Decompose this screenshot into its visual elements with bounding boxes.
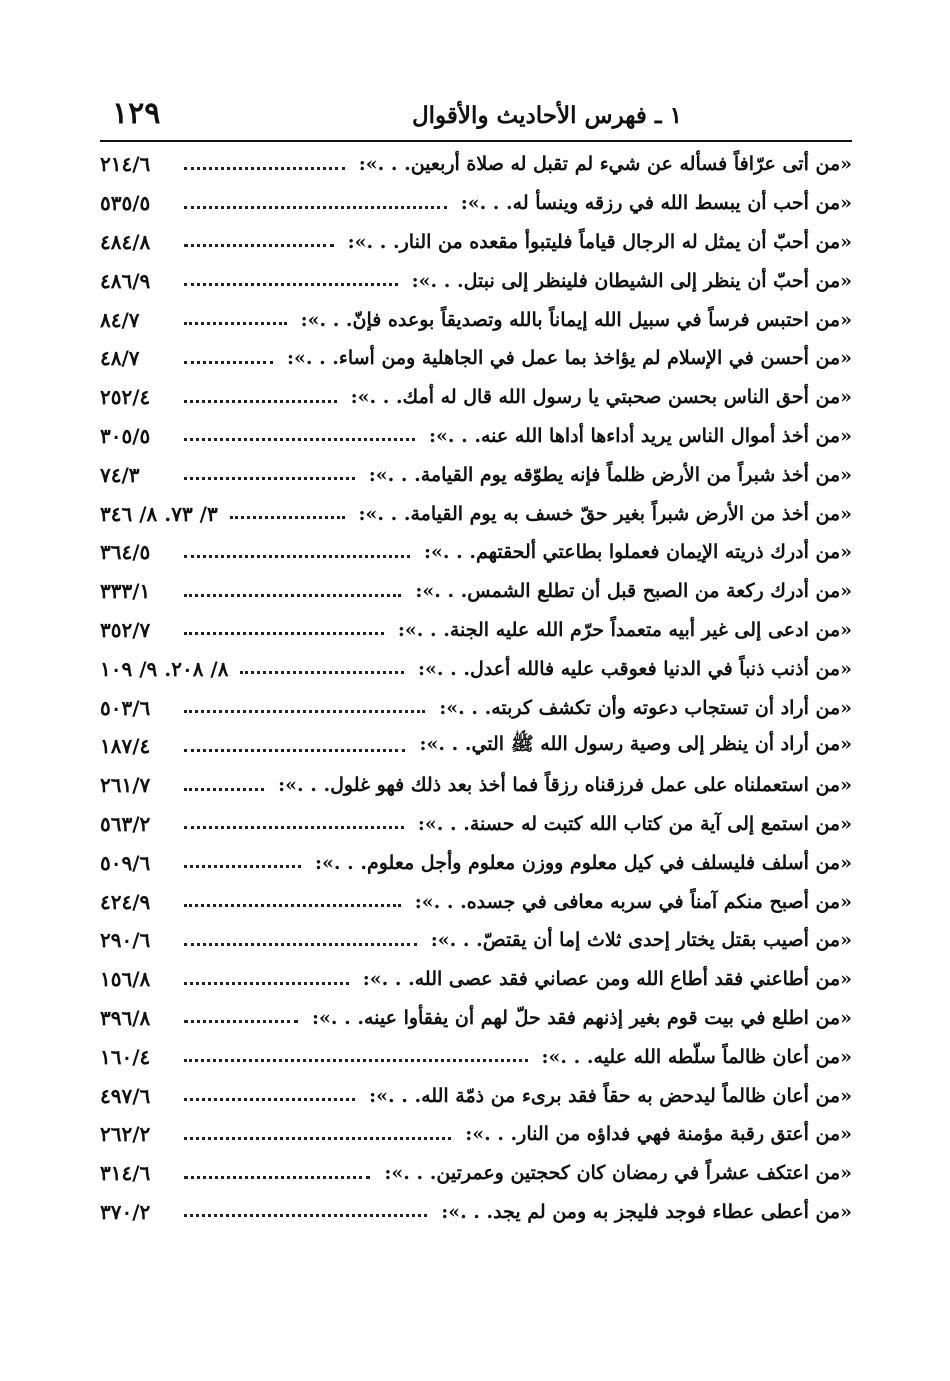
entry-text: «من أعان ظالماً سلّطه الله عليه. . .»: xyxy=(541,1045,852,1068)
index-entry xyxy=(100,921,852,960)
dot-leader xyxy=(184,632,384,635)
entry-text: «من أذنب ذنباً في الدنيا فعوقب عليه فالله أعدل. . .»: xyxy=(417,657,852,680)
index-entry xyxy=(100,843,852,882)
entry-text: «من أدرك ذريته الإيمان فعملوا بطاعتي ألحقتهم. . .»: xyxy=(424,541,852,564)
entry-text: «من أراد أن ينظر إلى وصية رسول الله ﷺ التي. . .»: xyxy=(419,733,852,756)
dot-leader xyxy=(184,283,398,286)
index-entry xyxy=(100,145,852,184)
index-entry xyxy=(100,999,852,1038)
index-entry xyxy=(100,1154,852,1193)
dot-leader xyxy=(184,1098,355,1101)
entry-reference: ٢٩٠/٦ xyxy=(100,928,151,953)
entry-reference: ٤٨٤/٨ xyxy=(100,229,151,254)
entry-text: «من أسلف فليسلف في كيل معلوم ووزن معلوم وأجل معلوم. . .»: xyxy=(315,851,852,874)
entry-reference: ٣١٤/٦ xyxy=(100,1161,151,1186)
entry-text: «من أدرك ركعة من الصبح قبل أن تطلع الشمس. . .»: xyxy=(415,580,852,603)
dot-leader xyxy=(184,749,405,752)
entry-text: «من أراد أن تستجاب دعوته وأن تكشف كربته. . .»: xyxy=(439,696,852,719)
entry-text: «من أحبّ أن ينظر إلى الشيطان فلينظر إلى نبتل. . .»: xyxy=(411,269,852,292)
entry-reference: ٢٦٢/٢ xyxy=(100,1122,151,1147)
index-entry xyxy=(100,688,852,727)
index-entry xyxy=(100,572,852,611)
dot-leader xyxy=(184,1020,298,1023)
entry-text: «من أعتق رقبة مؤمنة فهي فداؤه من النار. . .»: xyxy=(465,1123,852,1146)
index-entry xyxy=(100,261,852,300)
dot-leader xyxy=(184,943,417,946)
dot-leader xyxy=(240,671,404,674)
index-entry xyxy=(100,378,852,417)
dot-leader xyxy=(184,826,404,829)
entry-text: «من أحسن في الإسلام لم يؤاخذ بما عمل في الجاهلية ومن أساء. . .»: xyxy=(286,347,852,370)
entry-reference: ٢٥٢/٤ xyxy=(100,385,151,410)
dot-leader xyxy=(184,1137,451,1140)
entry-text: «من اطلع في بيت قوم بغير إذنهم فقد حلّ لهم أن يفقأوا عينه. . .»: xyxy=(312,1006,852,1029)
entry-reference: ٢١٤/٦ xyxy=(100,152,151,177)
dot-leader xyxy=(184,244,334,247)
running-header xyxy=(100,96,850,136)
entry-reference: ٥٠٣/٦ xyxy=(100,695,151,720)
index-entry xyxy=(100,300,852,339)
entry-reference: ٨٤/٧ xyxy=(100,307,140,332)
index-entry xyxy=(100,533,852,572)
entry-reference: ١٨٧/٤ xyxy=(100,734,151,759)
entry-reference: ٣٣٣/١ xyxy=(100,579,151,604)
entry-reference: ١٦٠/٤ xyxy=(100,1044,151,1069)
dot-leader xyxy=(184,1059,528,1062)
index-entry xyxy=(100,184,852,223)
entry-reference: ٥٦٣/٢ xyxy=(100,811,151,836)
dot-leader xyxy=(184,400,337,403)
entry-reference: ٣٥٢/٧ xyxy=(100,617,151,642)
dot-leader xyxy=(184,594,401,597)
entry-reference: ٥٠٩/٦ xyxy=(100,850,151,875)
dot-leader xyxy=(184,1214,427,1217)
entry-text: «من احتبس فرساً في سبيل الله إيماناً بالله وتصديقاً بوعده فإنّ. . .»: xyxy=(300,308,852,331)
entry-reference: ٣٦٤/٥ xyxy=(100,540,151,565)
entry-text: «من أخذ شبراً من الأرض ظلماً فإنه يطوّقه يوم القيامة. . .»: xyxy=(368,463,852,486)
dot-leader xyxy=(184,982,349,985)
index-entry xyxy=(100,649,852,688)
entry-reference: ٤٨٦/٩ xyxy=(100,268,151,293)
dot-leader xyxy=(184,361,273,364)
entry-text: «من أصبح منكم آمناً في سربه معافى في جسده. . .»: xyxy=(414,890,852,913)
header-title: ١ ـ فهرس الأحاديث والأقوال xyxy=(411,102,682,129)
index-entry xyxy=(100,494,852,533)
dot-leader xyxy=(184,167,345,170)
entry-reference: ٣٠٥/٥ xyxy=(100,423,151,448)
entry-reference: ٣٩٦/٨ xyxy=(100,1005,151,1030)
dot-leader xyxy=(230,516,345,519)
index-entry xyxy=(100,1115,852,1154)
index-entry xyxy=(100,805,852,844)
dot-leader xyxy=(184,865,301,868)
dot-leader xyxy=(184,1176,370,1179)
index-entry xyxy=(100,882,852,921)
entry-reference: ٧٤/٣ xyxy=(100,462,140,487)
entry-reference: ٤٨/٧ xyxy=(100,346,140,371)
index-list xyxy=(100,145,852,1231)
index-entry xyxy=(100,766,852,805)
index-entry xyxy=(100,455,852,494)
index-entry xyxy=(100,223,852,262)
entry-reference: ٤٩٧/٦ xyxy=(100,1083,151,1108)
dot-leader xyxy=(184,788,264,791)
entry-text: «من أطاعني فقد أطاع الله ومن عصاني فقد عصى الله. . .»: xyxy=(362,968,852,991)
entry-text: «من استعملناه على عمل فرزقناه رزقاً فما أخذ بعد ذلك فهو غلول. . .»: xyxy=(278,774,852,797)
entry-text: «من أتى عرّافاً فسأله عن شيء لم تقبل له صلاة أربعين. . .»: xyxy=(358,153,852,176)
entry-reference: ٢٦١/٧ xyxy=(100,773,151,798)
dot-leader xyxy=(184,555,410,558)
entry-text: «من أعطى عطاء فوجد فليجز به ومن لم يجد. . .»: xyxy=(441,1200,852,1223)
entry-text: «من أصيب بقتل يختار إحدى ثلاث إما أن يقتصّ. . .»: xyxy=(430,929,852,952)
page-number: ١٢٩ xyxy=(112,96,161,131)
index-entry xyxy=(100,417,852,456)
entry-reference: ٤٢٤/٩ xyxy=(100,889,151,914)
dot-leader xyxy=(184,904,401,907)
entry-text: «من أعان ظالماً ليدحض به حقاً فقد برىء من ذمّة الله. . .»: xyxy=(369,1084,852,1107)
index-entry xyxy=(100,1037,852,1076)
entry-text: «من أحب أن يبسط الله في رزقه وينسأ له. . .»: xyxy=(460,192,852,215)
entry-text: «من أحبّ أن يمثل له الرجال قياماً فليتبوأ مقعده من النار. . .»: xyxy=(347,230,852,253)
entry-text: «من ادعى إلى غير أبيه متعمداً حرّم الله عليه الجنة. . .»: xyxy=(397,618,852,641)
dot-leader xyxy=(184,206,447,209)
entry-text: «من أحق الناس بحسن صحبتي يا رسول الله قال له أمك. . .»: xyxy=(350,386,852,409)
dot-leader xyxy=(184,438,415,441)
index-entry xyxy=(100,1076,852,1115)
entry-reference: ١٥٦/٨ xyxy=(100,967,151,992)
entry-reference: ٥٣٥/٥ xyxy=(100,191,151,216)
entry-text: «من أخذ أموال الناس يريد أداءها أداها الله عنه. . .»: xyxy=(429,424,852,447)
index-entry xyxy=(100,339,852,378)
header-rule xyxy=(100,140,852,142)
entry-text: «من اعتكف عشراً في رمضان كان كحجتين وعمرتين. . .»: xyxy=(384,1162,852,1185)
entry-reference: ٣/ ٧٣. ٨/ ٣٤٦ xyxy=(100,501,218,526)
index-entry xyxy=(100,960,852,999)
entry-text: «من أخذ من الأرض شبراً بغير حقّ خسف به يوم القيامة. . .»: xyxy=(358,502,852,525)
index-entry xyxy=(100,611,852,650)
entry-reference: ٣٧٠/٢ xyxy=(100,1199,151,1224)
entry-text: «من استمع إلى آية من كتاب الله كتبت له حسنة. . .»: xyxy=(417,812,852,835)
index-entry xyxy=(100,727,852,766)
index-entry xyxy=(100,1193,852,1232)
entry-reference: ٨/ ٢٠٨. ٩/ ١٠٩ xyxy=(100,656,229,681)
dot-leader xyxy=(184,710,425,713)
dot-leader xyxy=(184,322,287,325)
dot-leader xyxy=(184,477,355,480)
